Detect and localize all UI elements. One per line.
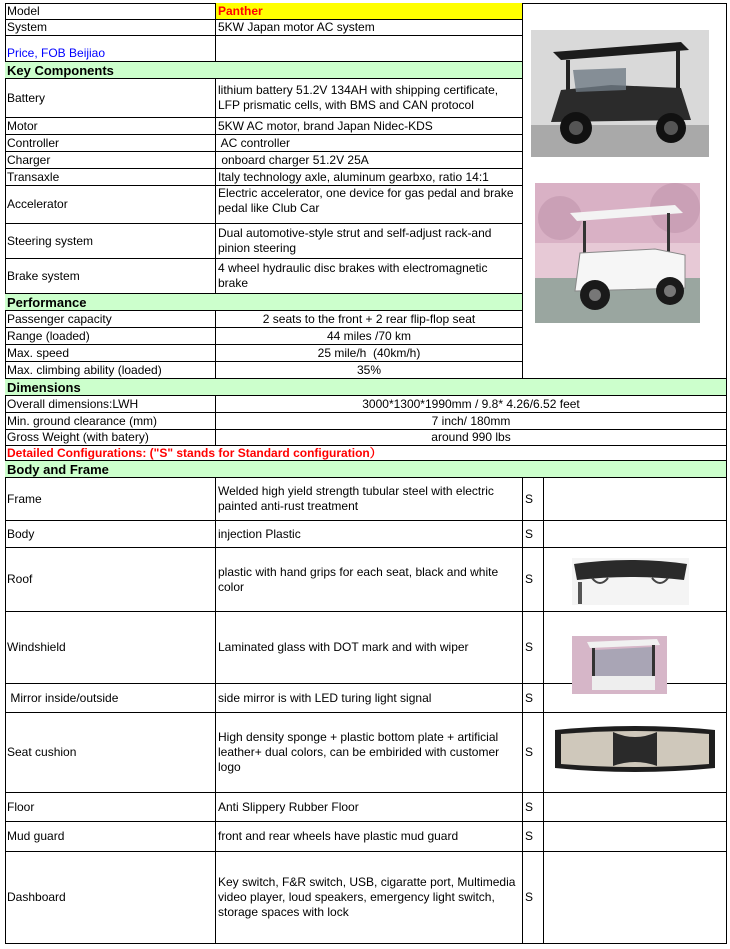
row-steering-label: Steering system <box>5 224 216 259</box>
white-cart-photo <box>535 183 700 323</box>
row-body-label: Body <box>5 521 216 548</box>
row-motor-value: 5KW AC motor, brand Japan Nidec-KDS <box>216 118 523 135</box>
section-performance: Performance <box>5 294 523 311</box>
row-dashboard-image <box>544 852 727 944</box>
row-charger-label: Charger <box>5 152 216 169</box>
row-controller-value: AC controller <box>216 135 523 152</box>
row-roof-std: S <box>523 548 544 612</box>
row-climbing-value: 35% <box>216 362 523 379</box>
section-key-components: Key Components <box>5 62 523 79</box>
row-floor-std: S <box>523 793 544 822</box>
row-weight-label: Gross Weight (with batery) <box>5 430 216 446</box>
row-motor-label: Motor <box>5 118 216 135</box>
row-speed-label: Max. speed <box>5 345 216 362</box>
row-climbing-label: Max. climbing ability (loaded) <box>5 362 216 379</box>
model-label: Model <box>5 3 216 20</box>
row-battery-value: lithium battery 51.2V 134AH with shipping certificate, LFP prismatic cells, with BMS and CAN protocol <box>216 79 523 118</box>
black-cart-photo <box>531 30 709 157</box>
row-battery-label: Battery <box>5 79 216 118</box>
row-controller-label: Controller <box>5 135 216 152</box>
row-mirror-std: S <box>523 684 544 713</box>
row-passenger-label: Passenger capacity <box>5 311 216 328</box>
row-charger-value: onboard charger 51.2V 25A <box>216 152 523 169</box>
row-windshield-value: Laminated glass with DOT mark and with wiper <box>216 612 523 684</box>
row-passenger-value: 2 seats to the front + 2 rear flip-flop seat <box>216 311 523 328</box>
row-brake-value: 4 wheel hydraulic disc brakes with electromagnetic brake <box>216 259 523 294</box>
row-weight-value: around 990 lbs <box>216 430 727 446</box>
price-label: Price, FOB Beijiao <box>5 36 216 62</box>
row-roof-label: Roof <box>5 548 216 612</box>
row-frame-image <box>544 478 727 521</box>
row-overall-value: 3000*1300*1990mm / 9.8* 4.26/6.52 feet <box>216 396 727 413</box>
row-brake-label: Brake system <box>5 259 216 294</box>
model-value: Panther <box>216 3 523 20</box>
row-range-label: Range (loaded) <box>5 328 216 345</box>
row-transaxle-label: Transaxle <box>5 169 216 186</box>
row-seat-value: High density sponge + plastic bottom plate + artificial leather+ dual colors, can be embirided with customer logo <box>216 713 523 793</box>
row-speed-value: 25 mile/h (40km/h) <box>216 345 523 362</box>
row-body-std: S <box>523 521 544 548</box>
row-dashboard-value: Key switch, F&R switch, USB, cigaratte port, Multimedia video player, loud speakers, emergency light switch, storage spaces with lock <box>216 852 523 944</box>
row-accelerator-label: Accelerator <box>5 186 216 224</box>
row-floor-image <box>544 793 727 822</box>
row-mudguard-label: Mud guard <box>5 822 216 852</box>
section-dimensions: Dimensions <box>5 379 727 396</box>
row-seat-label: Seat cushion <box>5 713 216 793</box>
roof-photo <box>572 558 689 605</box>
row-dashboard-label: Dashboard <box>5 852 216 944</box>
row-frame-std: S <box>523 478 544 521</box>
row-dashboard-std: S <box>523 852 544 944</box>
detailed-config-note: Detailed Configurations: ("S" stands for Standard configuration） <box>5 446 727 461</box>
row-steering-value: Dual automotive-style strut and self-adjust rack-and pinion steering <box>216 224 523 259</box>
row-windshield-label: Windshield <box>5 612 216 684</box>
row-clearance-label: Min. ground clearance (mm) <box>5 413 216 430</box>
row-accelerator-value: Electric accelerator, one device for gas pedal and brake pedal like Club Car <box>216 186 523 224</box>
row-overall-label: Overall dimensions:LWH <box>5 396 216 413</box>
row-floor-label: Floor <box>5 793 216 822</box>
section-body-frame: Body and Frame <box>5 461 727 478</box>
row-mirror-image <box>544 684 727 713</box>
row-transaxle-value: Italy technology axle, aluminum gearbxo, ratio 14:1 <box>216 169 523 186</box>
row-windshield-std: S <box>523 612 544 684</box>
row-mirror-value: side mirror is with LED turing light signal <box>216 684 523 713</box>
row-body-value: injection Plastic <box>216 521 523 548</box>
row-mudguard-value: front and rear wheels have plastic mud guard <box>216 822 523 852</box>
row-body-image <box>544 521 727 548</box>
system-label: System <box>5 20 216 36</box>
row-frame-value: Welded high yield strength tubular steel with electric painted anti-rust treatment <box>216 478 523 521</box>
seat-cushion-photo <box>551 720 719 778</box>
row-clearance-value: 7 inch/ 180mm <box>216 413 727 430</box>
row-roof-value: plastic with hand grips for each seat, black and white color <box>216 548 523 612</box>
row-mudguard-std: S <box>523 822 544 852</box>
row-mirror-label: Mirror inside/outside <box>5 684 216 713</box>
row-floor-value: Anti Slippery Rubber Floor <box>216 793 523 822</box>
row-seat-std: S <box>523 713 544 793</box>
row-range-value: 44 miles /70 km <box>216 328 523 345</box>
price-value <box>216 36 523 62</box>
row-frame-label: Frame <box>5 478 216 521</box>
row-mudguard-image <box>544 822 727 852</box>
system-value: 5KW Japan motor AC system <box>216 20 523 36</box>
